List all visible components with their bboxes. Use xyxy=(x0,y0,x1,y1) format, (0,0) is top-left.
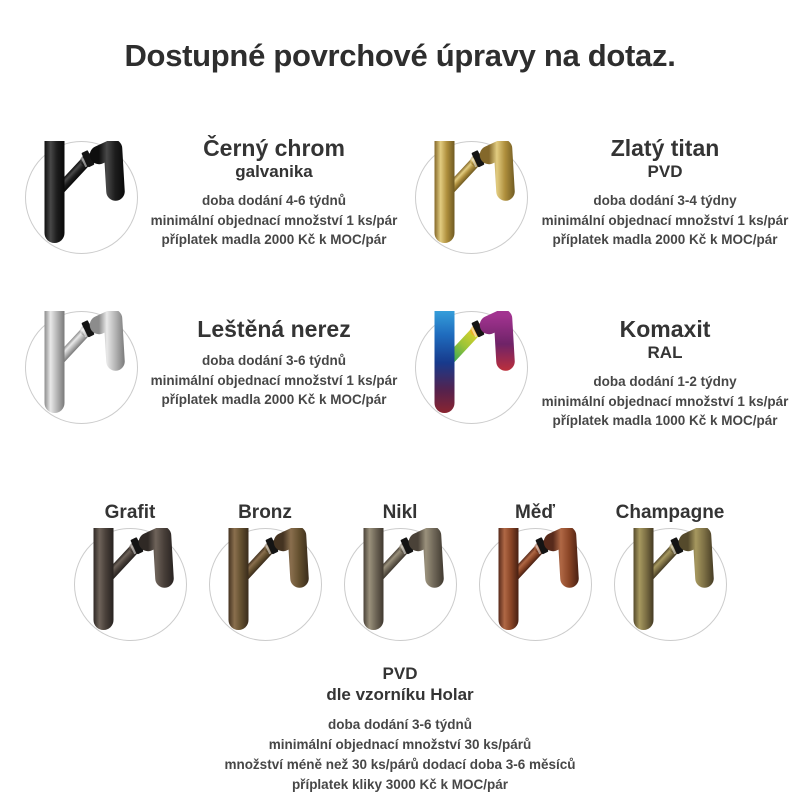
swatch-med xyxy=(479,501,592,641)
finish-name: Černý chrom xyxy=(203,135,345,161)
swatch-label: Grafit xyxy=(104,502,156,523)
detail-line: doba dodání 3-6 týdnů xyxy=(328,717,472,732)
finish-details xyxy=(525,191,800,250)
swatch-nikl xyxy=(344,501,457,641)
handle-photo-med xyxy=(479,528,592,641)
swatch-bronz xyxy=(209,501,322,641)
detail-line: příplatek madla 1000 Kč k MOC/pár xyxy=(552,413,778,428)
finish-method: RAL xyxy=(647,343,683,362)
finish-name: Leštěná nerez xyxy=(197,316,351,342)
detail-line: minimální objednací množství 1 ks/pár xyxy=(150,212,398,228)
swatch-label: Nikl xyxy=(382,502,418,523)
handle-photo-zlaty-titan xyxy=(415,141,528,254)
finish-block-cerny-chrom xyxy=(134,135,414,250)
pvd-title: PVD xyxy=(382,664,418,683)
finish-method: galvanika xyxy=(235,162,313,181)
detail-line: minimální objednací množství 1 ks/pár xyxy=(541,393,789,409)
finish-block-lestena-nerez xyxy=(134,316,414,410)
pvd-swatch-row xyxy=(0,501,800,641)
finish-block-komaxit xyxy=(525,316,800,431)
handle-photo-bronz xyxy=(209,528,322,641)
detail-line: minimální objednací množství 1 ks/pár xyxy=(541,212,789,228)
handle-photo-champagne xyxy=(614,528,727,641)
detail-line: množství méně než 30 ks/párů dodací doba 3-6 měsíců xyxy=(224,757,576,772)
pvd-info-block xyxy=(0,663,800,795)
detail-line: příplatek kliky 3000 Kč k MOC/pár xyxy=(291,777,509,792)
finish-block-zlaty-titan xyxy=(525,135,800,250)
detail-line: minimální objednací množství 30 ks/párů xyxy=(268,737,532,752)
pvd-subtitle: dle vzorníku Holar xyxy=(326,685,474,704)
detail-line: doba dodání 4-6 týdnů xyxy=(202,193,346,208)
detail-line: doba dodání 3-6 týdnů xyxy=(202,353,346,368)
detail-line: příplatek madla 2000 Kč k MOC/pár xyxy=(552,232,778,247)
detail-line: příplatek madla 2000 Kč k MOC/pár xyxy=(161,392,387,407)
handle-photo-lestena-nerez xyxy=(25,311,138,424)
handle-photo-grafit xyxy=(74,528,187,641)
detail-line: příplatek madla 2000 Kč k MOC/pár xyxy=(161,232,387,247)
finish-name: Zlatý titan xyxy=(610,135,720,161)
handle-photo-nikl xyxy=(344,528,457,641)
finish-details xyxy=(134,351,414,410)
swatch-label: Champagne xyxy=(615,502,725,523)
finish-name: Komaxit xyxy=(619,316,711,342)
pvd-details xyxy=(0,715,800,795)
finish-details xyxy=(134,191,414,250)
finish-details xyxy=(525,372,800,431)
handle-photo-cerny-chrom xyxy=(25,141,138,254)
swatch-champagne xyxy=(614,501,727,641)
handle-photo-komaxit xyxy=(415,311,528,424)
finish-method: PVD xyxy=(647,162,683,181)
detail-line: doba dodání 1-2 týdny xyxy=(593,374,737,389)
swatch-label: Bronz xyxy=(238,502,292,523)
page-title: Dostupné povrchové úpravy na dotaz. xyxy=(124,38,676,73)
swatch-label: Měď xyxy=(514,502,556,523)
swatch-grafit xyxy=(74,501,187,641)
detail-line: minimální objednací množství 1 ks/pár xyxy=(150,372,398,388)
detail-line: doba dodání 3-4 týdny xyxy=(593,193,737,208)
